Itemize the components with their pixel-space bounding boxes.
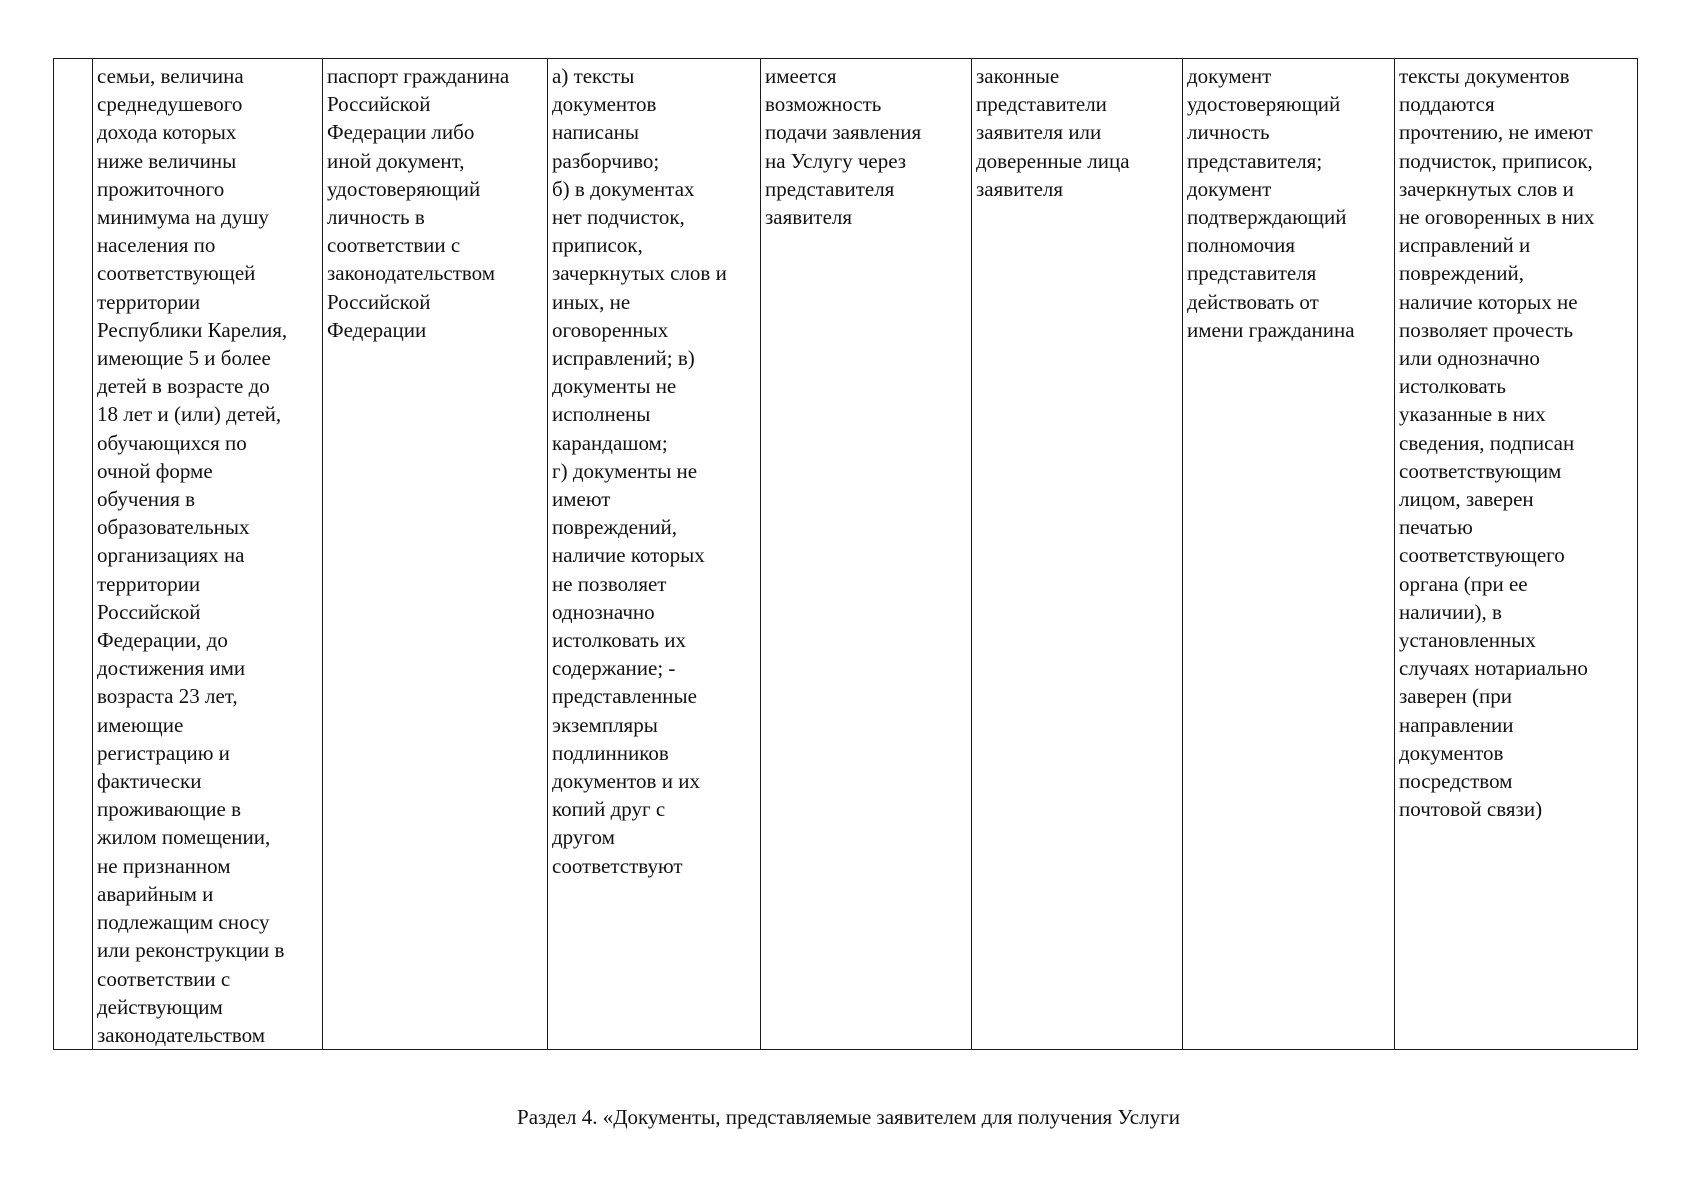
- document-requirements-text: а) тексты документов написаны разборчиво; б) в документах нет подчисток, приписок, зачеркнутых слов и иных, не оговоренных исправлений; в) документы не исполнены карандашом; г) документы не имеют повреждений, наличие которых не позволяет однозначно истолковать их содержание; - представленные экземпляры подлинников документов и их копий друг с другом соответствуют: [552, 64, 727, 878]
- applicant-category-text: семьи, величина среднедушевого дохода которых ниже величины прожиточного минимума на душу населения по соответствующей территории Республики Карелия, имеющие 5 и более детей в возрасте до 18 лет и (или) детей, обучающихся по очной форме обучения в образовательных организациях на территории Российской Федерации, до достижения ими возраста 23 лет, имеющие регистрацию и фактически проживающие в жилом помещении, не признанном аварийным и подлежащим сносу или реконструкции в соответствии с действующим законодательством: [97, 64, 288, 1047]
- representative-possibility-cell: [761, 59, 972, 1050]
- representative-possibility-text: имеется возможность подачи заявления на Услугу через представителя заявителя: [765, 64, 922, 230]
- document-requirements-cell: [548, 59, 761, 1050]
- identity-document-text: паспорт гражданина Российской Федерации либо иной документ, удостоверяющий личность в соответствии с законодательством Российской Федерации: [327, 64, 510, 342]
- authority-requirements-cell: [1395, 59, 1638, 1050]
- authority-document-cell: [1183, 59, 1395, 1050]
- applicant-category-cell: [93, 59, 323, 1050]
- section-caption: Раздел 4. «Документы, представляемые заявителем для получения Услуги: [517, 1105, 1180, 1129]
- representative-persons-cell: [972, 59, 1183, 1050]
- identity-document-cell: [323, 59, 548, 1050]
- authority-requirements-text: тексты документов поддаются прочтению, не имеют подчисток, приписок, зачеркнутых слов и не оговоренных в них исправлений и повреждений, наличие которых не позволяет прочесть или однозначно истолковать указанные в них сведения, подписан соответствующим лицом, заверен печатью соответствующего органа (при ее наличии), в установленных случаях нотариально заверен (при направлении документов посредством почтовой связи): [1399, 64, 1595, 822]
- document-table: [53, 58, 1638, 1050]
- table-row: [54, 59, 1638, 1050]
- row-number-cell: [54, 59, 93, 1050]
- representative-persons-text: законные представители заявителя или доверенные лица заявителя: [976, 64, 1130, 201]
- authority-document-text: документ удостоверяющий личность представителя; документ подтверждающий полномочия представителя действовать от имени гражданина: [1187, 64, 1355, 342]
